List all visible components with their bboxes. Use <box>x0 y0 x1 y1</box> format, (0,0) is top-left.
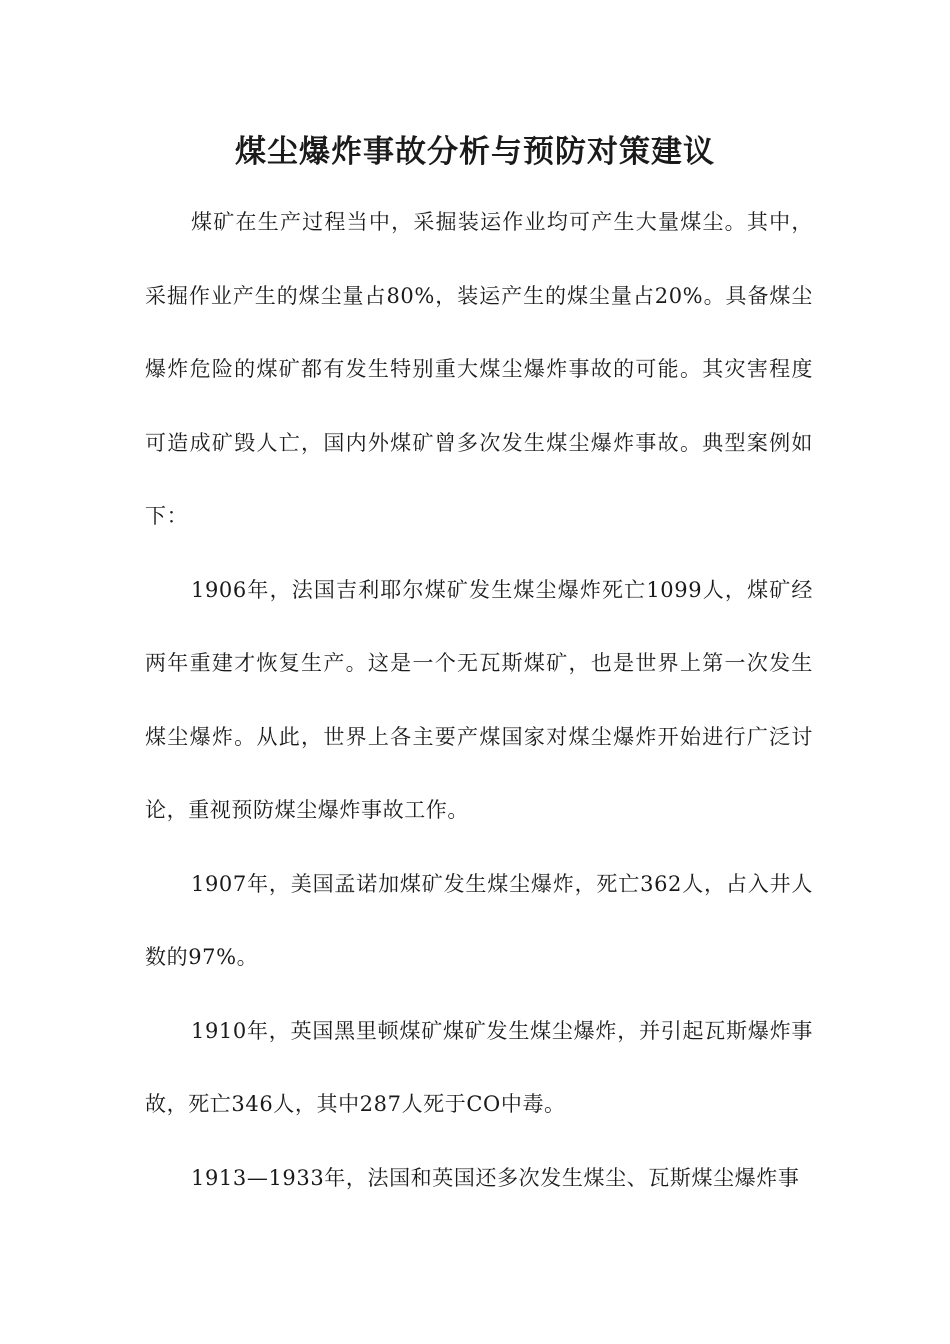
paragraph-intro: 煤矿在生产过程当中，采掘装运作业均可产生大量煤尘。其中，采掘作业产生的煤尘量占80%，装运产生的煤尘量占20%。具备煤尘爆炸危险的煤矿都有发生特别重大煤尘爆炸事故的可能。其灾害程度可造成矿毁人亡，国内外煤矿曾多次发生煤尘爆炸事故。典型案例如下： <box>145 210 813 528</box>
paragraph-1906: 1906年，法国吉利耶尔煤矿发生煤尘爆炸死亡1099人，煤矿经两年重建才恢复生产。这是一个无瓦斯煤矿，也是世界上第一次发生煤尘爆炸。从此，世界上各主要产煤国家对煤尘爆炸开始进行广泛讨论，重视预防煤尘爆炸事故工作。 <box>145 577 813 822</box>
document-title: 煤尘爆炸事故分析与预防对策建议 <box>235 134 715 170</box>
paragraph-1913-1933: 1913—1933年，法国和英国还多次发生煤尘、瓦斯煤尘爆炸事 <box>191 1165 800 1190</box>
paragraph-1907: 1907年，美国孟诺加煤矿发生煤尘爆炸，死亡362人，占入井人数的97%。 <box>145 871 813 969</box>
document-body <box>145 186 813 1215</box>
paragraph-1910: 1910年，英国黑里顿煤矿煤矿发生煤尘爆炸，并引起瓦斯爆炸事故，死亡346人，其中287人死于CO中毒。 <box>145 1018 813 1116</box>
